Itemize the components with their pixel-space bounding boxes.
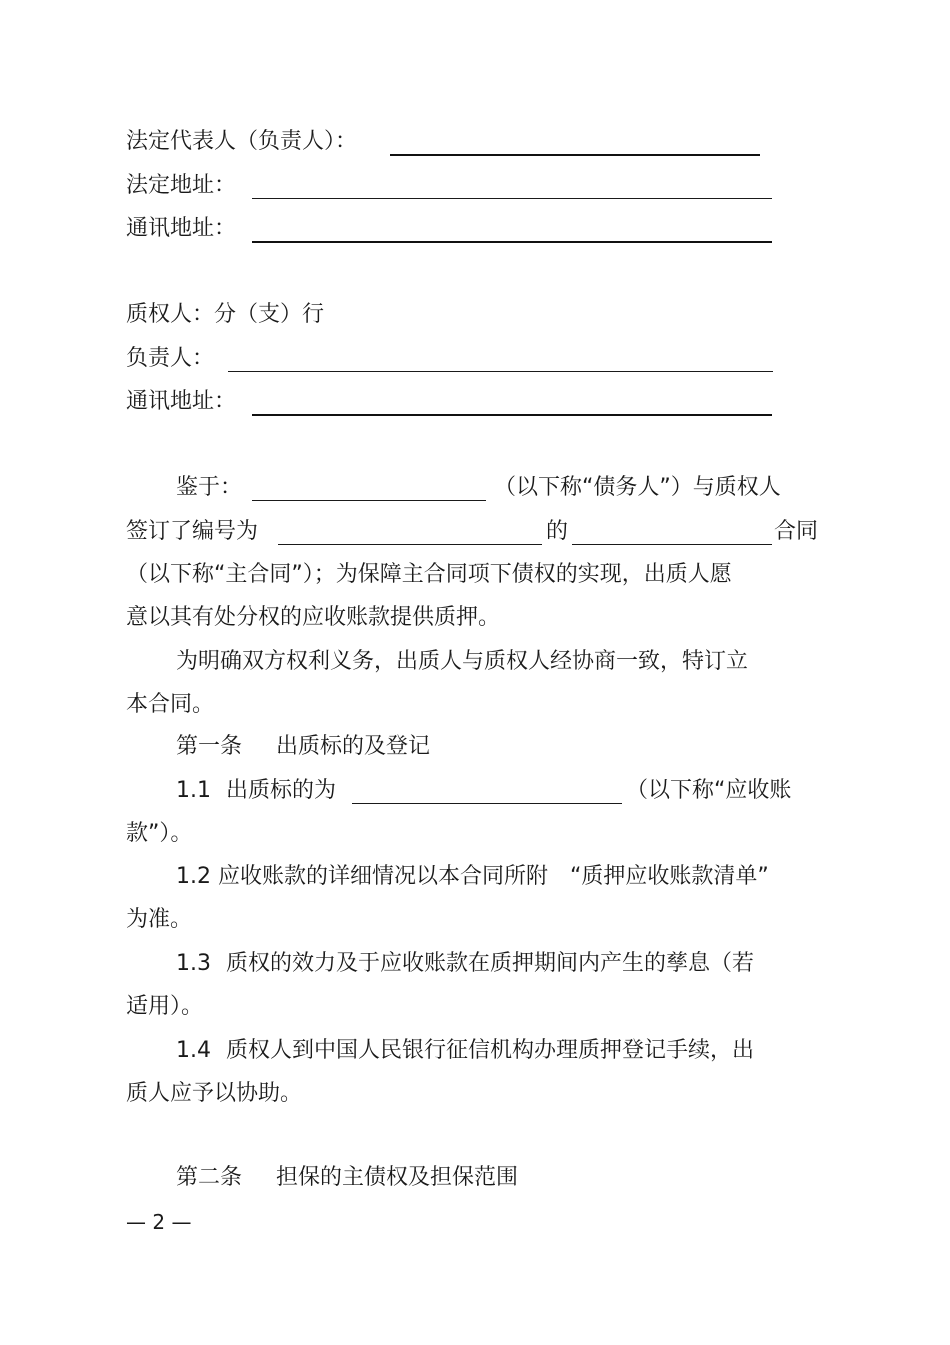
contract-type-blank (572, 544, 772, 545)
preamble-of: 的 (546, 519, 569, 544)
clause-1-1-end: （以下称“应收账 (626, 778, 792, 803)
pledgee-mailing-address-blank (252, 414, 772, 416)
clause-1-3-line-2: 适用）。 (126, 994, 204, 1019)
clause-1-1-start: 出质标的为 (226, 778, 337, 803)
preamble-line-3: （以下称“主合同”）；为保障主合同项下债权的实现，出质人愿 (126, 562, 732, 587)
preamble-p2-line-2: 本合同。 (126, 692, 215, 717)
clause-1-4-line-1: 质权人到中国人民银行征信机构办理质押登记手续，出 (226, 1038, 755, 1063)
legal-address-blank (252, 198, 772, 199)
preamble-whereas: 鉴于： (176, 475, 243, 500)
debtor-blank (252, 500, 486, 501)
legal-rep-blank (390, 154, 760, 156)
preamble-line-4: 意以其有处分权的应收账款提供质押。 (126, 605, 501, 630)
pledgee-principal-blank (228, 371, 773, 372)
pledgee-mailing-address-label: 通讯地址： (126, 389, 237, 414)
clause-1-3-line-1: 质权的效力及于应收账款在质押期间内产生的孳息（若 (226, 951, 755, 976)
clause-1-4-line-2: 质人应予以协助。 (126, 1081, 303, 1106)
contract-number-blank (278, 544, 542, 545)
pledgor-mailing-address-blank (252, 241, 772, 243)
article-2-title: 第二条 (176, 1165, 243, 1190)
article-2-heading: 担保的主债权及担保范围 (276, 1165, 519, 1190)
clause-1-1-line-2: 款”）。 (126, 821, 193, 846)
legal-rep-label: 法定代表人（负责人）： (126, 129, 358, 154)
preamble-signed-number: 签订了编号为 (126, 519, 259, 544)
page-number: — 2 — (126, 1210, 192, 1234)
clause-1-2-line-1: 1.2 应收账款的详细情况以本合同所附 “质押应收账款清单” (176, 864, 769, 889)
clause-1-2-line-2: 为准。 (126, 907, 193, 932)
clause-1-3-number: 1.3 (176, 951, 211, 976)
pledgor-mailing-address-label: 通讯地址： (126, 216, 237, 241)
preamble-debtor-ref: （以下称“债务人”）与质权人 (494, 475, 781, 500)
pledgee-principal-label: 负责人： (126, 346, 215, 371)
article-1-title: 第一条 (176, 734, 243, 759)
clause-1-1-number: 1.1 (176, 778, 211, 803)
preamble-p2-line-1: 为明确双方权利义务，出质人与质权人经协商一致，特订立 (176, 649, 749, 674)
preamble-contract: 合同 (774, 519, 819, 544)
pledgee-heading: 质权人：分（支）行 (126, 302, 325, 327)
article-1-heading: 出质标的及登记 (276, 734, 431, 759)
legal-address-label: 法定地址： (126, 173, 237, 198)
pledge-subject-blank (352, 803, 622, 804)
clause-1-4-number: 1.4 (176, 1038, 211, 1063)
